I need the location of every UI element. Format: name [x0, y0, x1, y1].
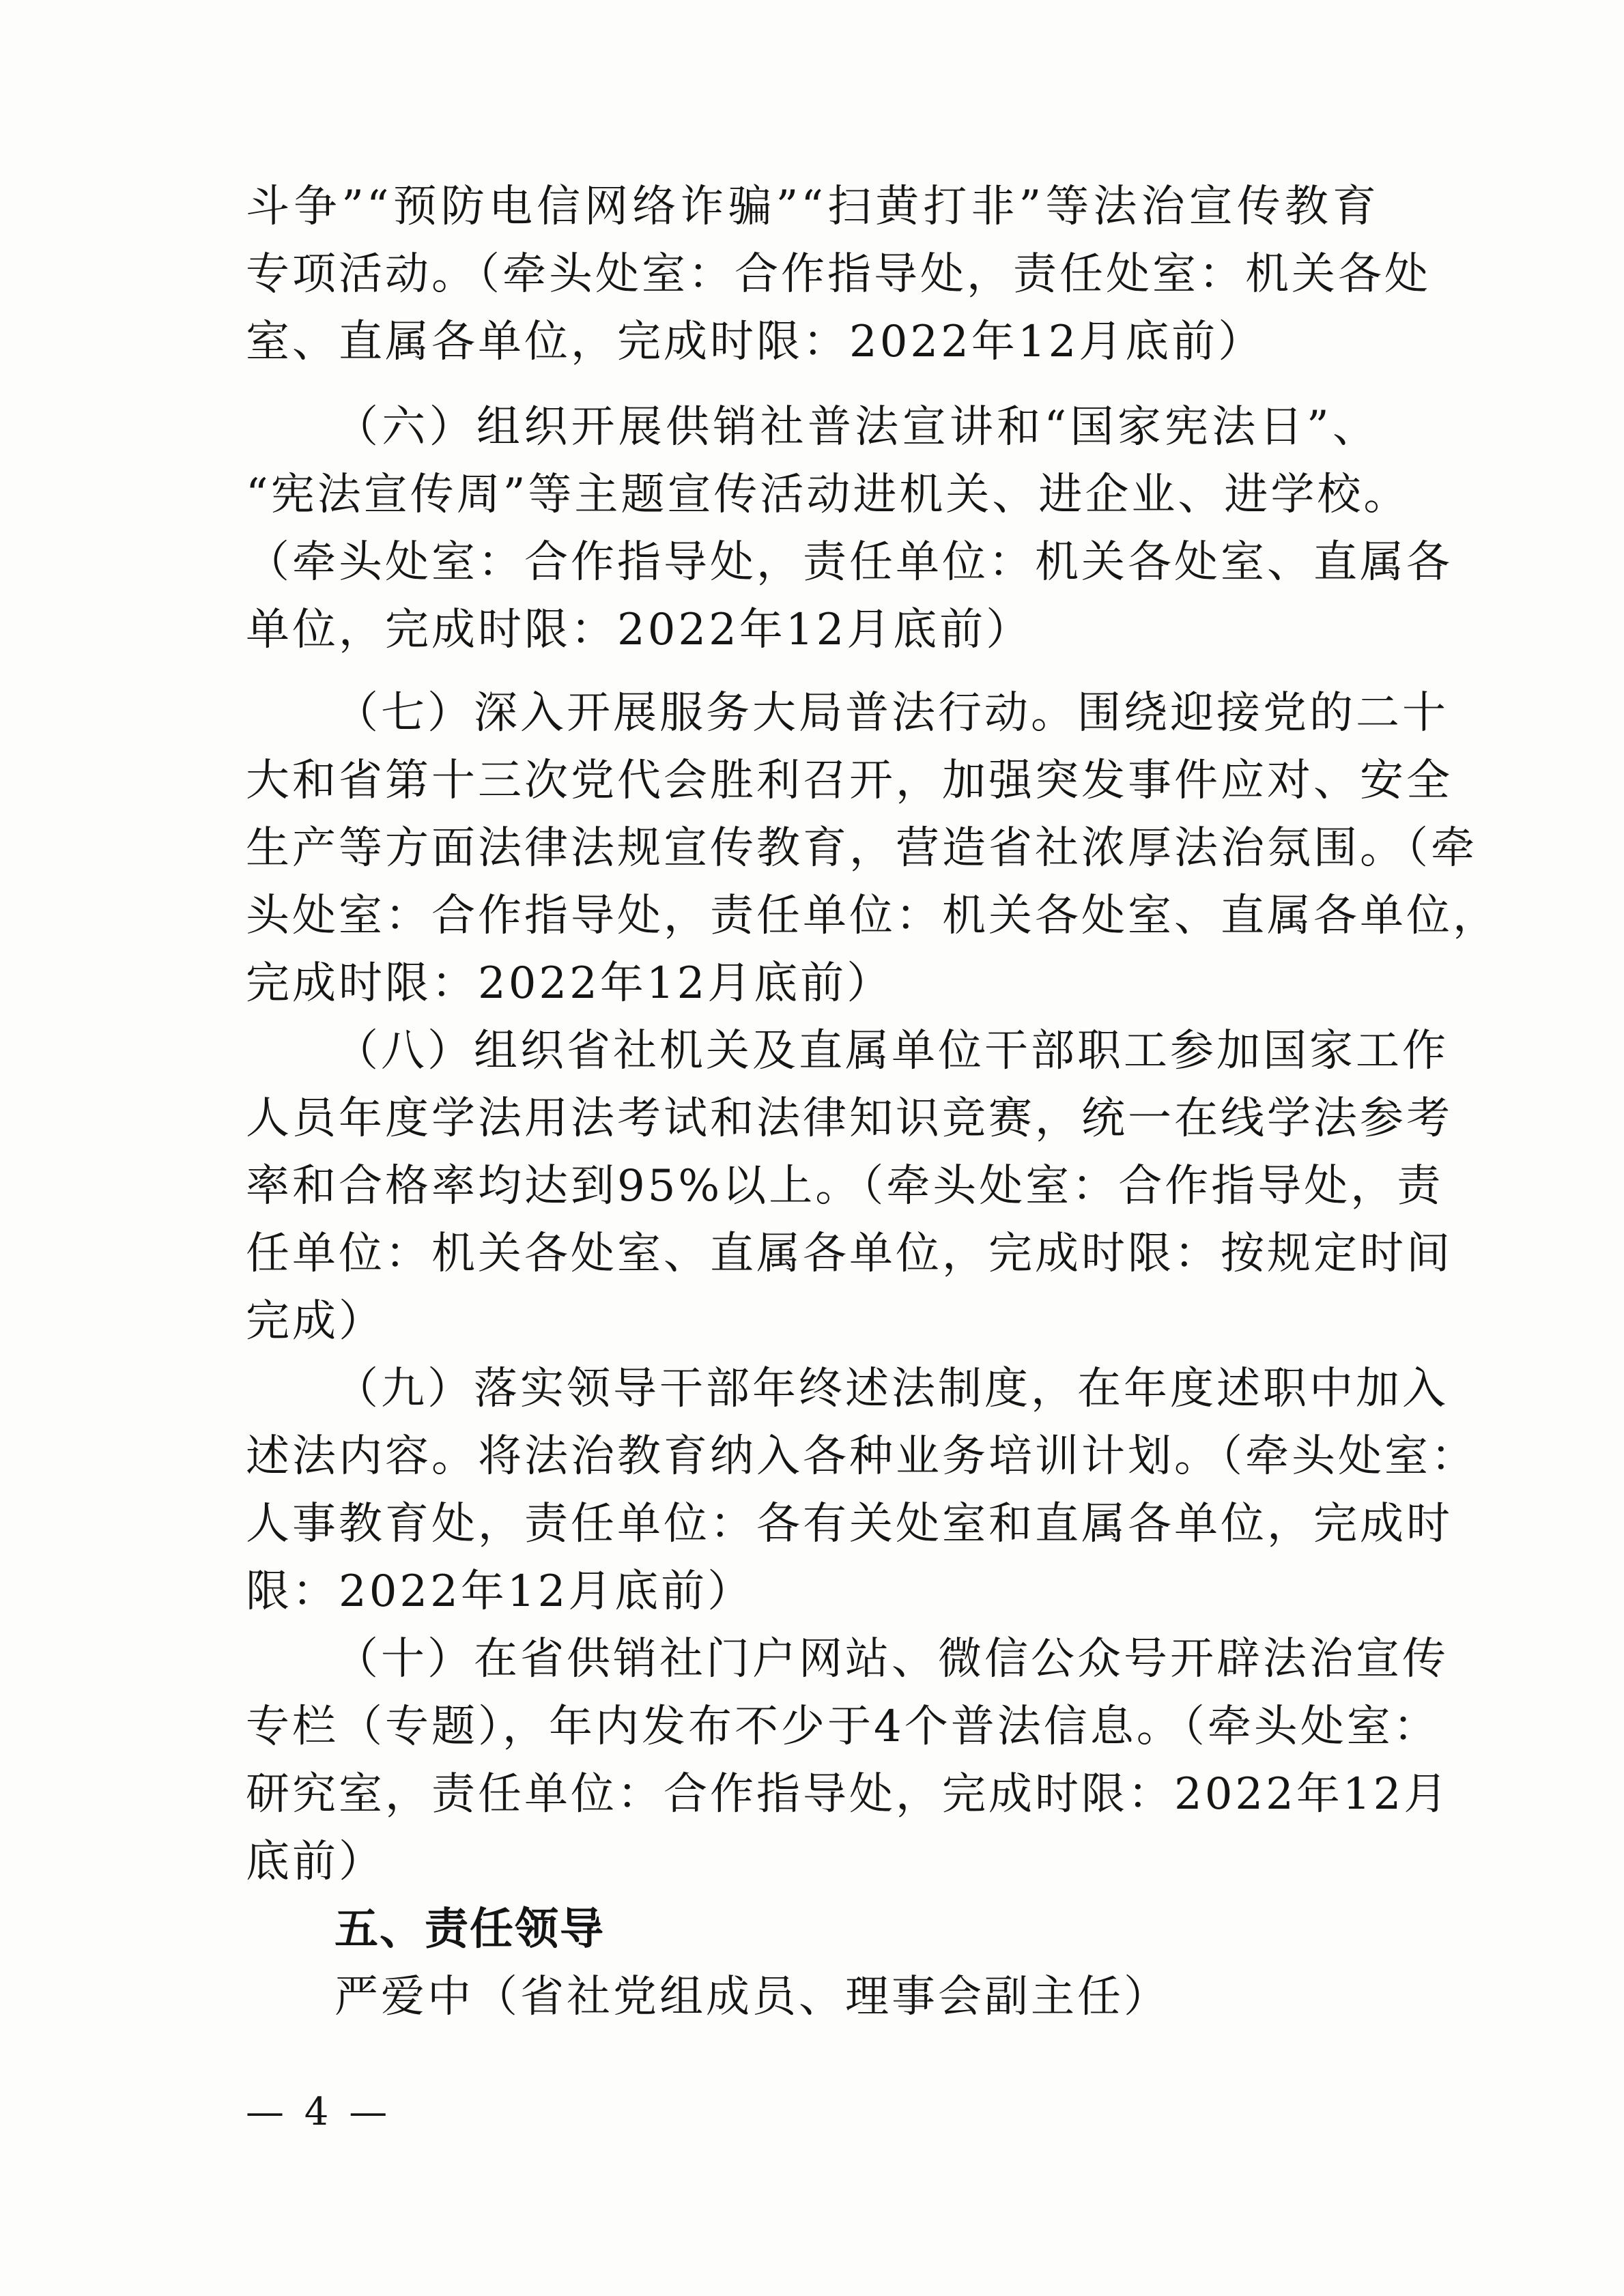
paragraph-line: 生产等方面法律法规宣传教育，营造省社浓厚法治氛围。（牵	[246, 823, 1477, 874]
section-heading: 五、责任领导	[334, 1904, 605, 1955]
paragraph-line: 斗争”“预防电信网络诈骗”“扫黄打非”等法治宣传教育	[246, 182, 1379, 232]
paragraph-line: “宪法宣传周”等主题宣传活动进机关、进企业、进学校。	[246, 470, 1410, 520]
paragraph-line: 专栏（专题），年内发布不少于4个普法信息。（牵头处室：	[246, 1702, 1440, 1752]
page-number: — 4 —	[246, 2090, 392, 2134]
paragraph-line: 专项活动。（牵头处室：合作指导处，责任处室：机关各处	[246, 249, 1431, 300]
paragraph-line: 研究室，责任单位：合作指导处，完成时限：2022年12月	[246, 1769, 1451, 1820]
paragraph-line: 完成）	[246, 1296, 385, 1347]
paragraph-line: 任单位：机关各处室、直属各单位，完成时限：按规定时间	[246, 1229, 1453, 1279]
paragraph-line: 大和省第十三次党代会胜利召开，加强突发事件应对、安全	[246, 756, 1453, 806]
paragraph-line: （牵头处室：合作指导处，责任单位：机关各处室、直属各	[246, 537, 1453, 588]
paragraph-line: 完成时限：2022年12月底前）	[246, 958, 894, 1009]
paragraph-line: （八）组织省社机关及直属单位干部职工参加国家工作	[334, 1026, 1449, 1076]
paragraph-line: 单位，完成时限：2022年12月底前）	[246, 605, 1033, 655]
paragraph-line: 人员年度学法用法考试和法律知识竞赛，统一在线学法参考	[246, 1093, 1453, 1144]
paragraph-line: （七）深入开展服务大局普法行动。围绕迎接党的二十	[334, 688, 1449, 738]
paragraph-line: 室、直属各单位，完成时限：2022年12月底前）	[246, 317, 1265, 367]
paragraph-line: 率和合格率均达到95%以上。（牵头处室：合作指导处，责	[246, 1161, 1444, 1211]
paragraph-line: 限：2022年12月底前）	[246, 1566, 754, 1617]
paragraph-line: （九）落实领导干部年终述法制度，在年度述职中加入	[334, 1364, 1449, 1414]
paragraph-line: （六）组织开展供销社普法宣讲和“国家宪法日”、	[334, 402, 1379, 453]
paragraph-line: 人事教育处，责任单位：各有关处室和直属各单位，完成时	[246, 1499, 1453, 1549]
paragraph-line: （十）在省供销社门户网站、微信公众号开辟法治宣传	[334, 1634, 1449, 1684]
paragraph-line: 头处室：合作指导处，责任单位：机关各处室、直属各单位，	[246, 891, 1499, 941]
leader-line: 严爱中（省社党组成员、理事会副主任）	[334, 1972, 1170, 2022]
paragraph-line: 底前）	[246, 1837, 385, 1887]
paragraph-line: 述法内容。将法治教育纳入各种业务培训计划。（牵头处室：	[246, 1431, 1477, 1482]
